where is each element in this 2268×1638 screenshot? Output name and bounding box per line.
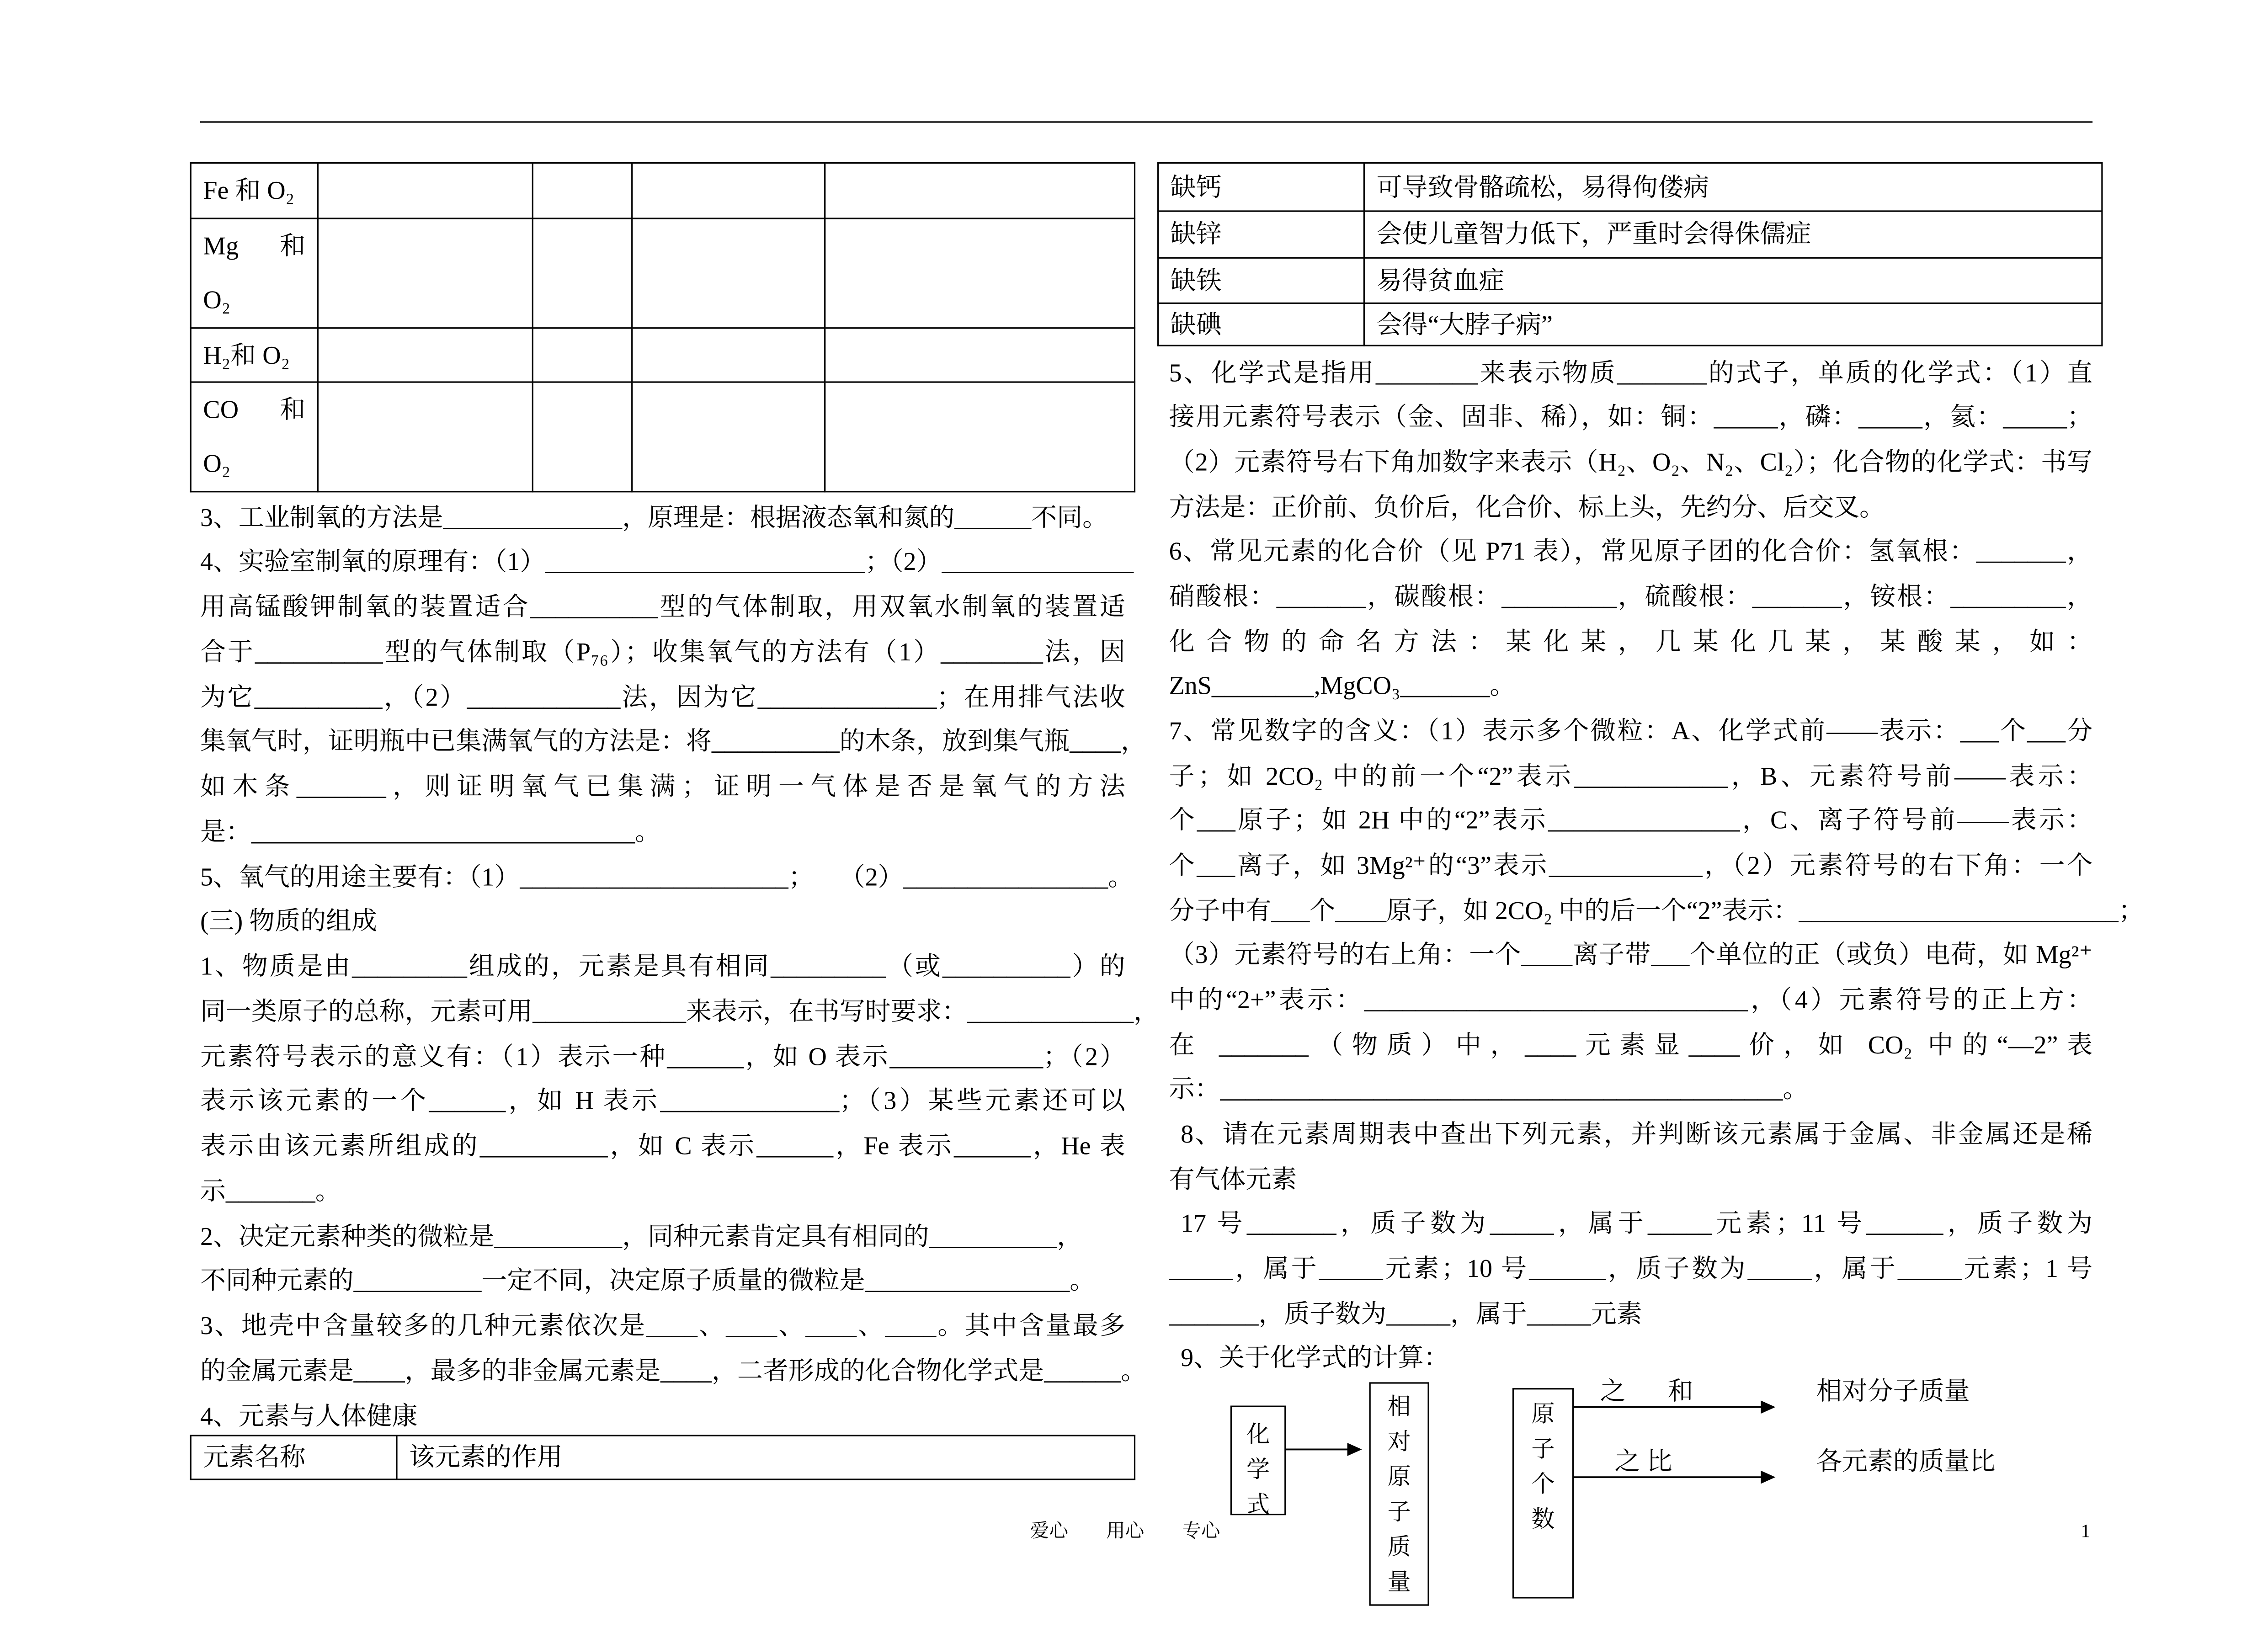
page-number: 1 xyxy=(2081,1519,2091,1542)
worksheet-line: 子；如 2CO₂ 中的前一个“2”表示____________，B、元素符号前——表示： xyxy=(1169,760,2093,790)
worksheet-line: 中的“2+”表示：______________________________，（4）元素符号的正上方： xyxy=(1169,985,2093,1015)
worksheet-line: 为它__________，（2）____________法，因为它______________；在用排气法收 xyxy=(200,681,1125,711)
table-cell: 会使儿童智力低下，严重时会得侏儒症 xyxy=(1364,211,2102,258)
worksheet-line: 合于__________型的气体制取（P₇₆）；收集氧气的方法有（1）________法，因 xyxy=(200,637,1125,666)
row-label: H₂和 O₂ xyxy=(191,328,318,382)
table-cell: 缺碘 xyxy=(1158,303,1364,346)
worksheet-line: 3、工业制氧的方法是______________，原理是：根据液态氧和氮的______不同。 xyxy=(200,502,1108,532)
worksheet-line: 个___原子；如 2H 中的“2”表示_______________，C、离子符号前——表示： xyxy=(1169,805,2093,835)
row-label-line1: CO 和 xyxy=(203,394,306,424)
table-cell: 可导致骨骼疏松，易得佝偻病 xyxy=(1364,163,2102,211)
relative-molecular-mass-result: 相对分子质量 xyxy=(1816,1376,1970,1406)
worksheet-line: 方法是：正价前、负价后，化合价、标上头，先约分、后交叉。 xyxy=(1169,492,1885,521)
row-label-line2: O₂ xyxy=(203,448,231,478)
worksheet-line: 个___离子，如 3Mg²⁺的“3”表示____________，（2）元素符号的右下角：一个 xyxy=(1169,850,2093,880)
worksheet-line: _______，质子数为_____，属于_____元素 xyxy=(1169,1298,1642,1328)
worksheet-line: 接用元素符号表示（金、固非、稀），如：铜：_____，磷：_____，氦：_____； xyxy=(1169,402,2093,432)
worksheet-line: 示：____________________________________________。 xyxy=(1169,1074,1809,1104)
worksheet-line: 3、地壳中含量较多的几种元素依次是____、____、____、____。其中含量最多 xyxy=(200,1311,1125,1340)
worksheet-line: 4、元素与人体健康 xyxy=(200,1400,418,1430)
worksheet-line: 17 号_______，质子数为_____，属于_____元素；11 号______，质子数为 xyxy=(1181,1209,2093,1239)
table-cell: 缺铁 xyxy=(1158,258,1364,303)
worksheet-line: 有气体元素 xyxy=(1169,1164,1297,1194)
column-header: 元素名称 xyxy=(191,1436,397,1479)
worksheet-line: 8、请在元素周期表中查出下列元素，并判断该元素属于金属、非金属还是稀 xyxy=(1181,1119,2093,1149)
worksheet-line: 硝酸根：_______，碳酸根：_________，硫酸根：_______，铵根：_________， xyxy=(1169,581,2093,611)
worksheet-line: 5、化学式是指用________来表示物质_______的式子，单质的化学式：（1）直 xyxy=(1169,357,2093,387)
table-cell: 易得贫血症 xyxy=(1364,258,2102,303)
worksheet-line: 是：______________________________。 xyxy=(200,816,661,846)
worksheet-line: 7、常见数字的含义：（1）表示多个微粒：A、化学式前——表示：___个___分 xyxy=(1169,716,2093,745)
worksheet-line: 4、实验室制氧的原理有：（1）_________________________；（2）_______________ xyxy=(200,547,1134,576)
relative-atomic-mass-label: 相对原子质量 xyxy=(1387,1395,1411,1596)
column-header: 该元素的作用 xyxy=(397,1436,1134,1479)
worksheet-line: 的金属元素是____，最多的非金属元素是____，二者形成的化合物化学式是______。 xyxy=(200,1356,1147,1385)
worksheet-line: 分子中有___个____原子，如 2CO₂ 中的后一个“2”表示：_________________________； xyxy=(1169,895,2144,925)
arrow-ratio-label: 之 比 xyxy=(1614,1447,1672,1476)
element-mass-ratio-result: 各元素的质量比 xyxy=(1816,1447,1996,1476)
worksheet-line: ZnS________,MgCO₃_______。 xyxy=(1169,671,1516,701)
row-label-line2: O₂ xyxy=(203,285,231,314)
worksheet-line: 1、物质是由_________组成的，元素是具有相同_________（或__________）的 xyxy=(200,951,1125,981)
worksheet-line: 6、常见元素的化合价（见 P71 表），常见原子团的化合价：氢氧根：_______， xyxy=(1169,537,2093,566)
worksheet-line: 用高锰酸钾制氧的装置适合__________型的气体制取，用双氧水制氧的装置适 xyxy=(200,592,1125,622)
worksheet-line: 同一类原子的总称，元素可用____________来表示，在书写时要求：_____________， xyxy=(200,996,1160,1026)
worksheet-line: 表示该元素的一个______，如 H 表示______________；（3）某些元素还可以 xyxy=(200,1086,1125,1116)
worksheet-line: 表示由该元素所组成的__________，如 C 表示______，Fe 表示______，He 表 xyxy=(200,1131,1125,1160)
arrow-sum-label: 之 和 xyxy=(1600,1376,1693,1406)
worksheet-line: _____，属于_____元素；10 号______，质子数为_____，属于_____元素；1 号 xyxy=(1169,1254,2093,1283)
arrowhead-icon xyxy=(1761,1471,1775,1484)
section-heading: (三) 物质的组成 xyxy=(200,906,377,936)
worksheet-line: 元素符号表示的意义有：（1）表示一种______，如 O 表示____________；（2） xyxy=(200,1041,1125,1071)
worksheet-line: （3）元素符号的右上角：一个____离子带___个单位的正（或负）电荷，如 Mg²⁺ xyxy=(1169,940,2093,969)
table-cell: 缺钙 xyxy=(1158,163,1364,211)
worksheet-line: 2、决定元素种类的微粒是__________，同种元素肯定具有相同的__________， xyxy=(200,1221,1083,1250)
arrowhead-icon xyxy=(1347,1443,1362,1456)
worksheet-line: 不同种元素的__________一定不同，决定原子质量的微粒是________________。 xyxy=(200,1266,1096,1295)
worksheet-line: 在 _______（物质）中，____元素显____价，如 CO₂ 中的“—2”表 xyxy=(1169,1030,2093,1059)
formula-box-label: 化学式 xyxy=(1246,1423,1270,1518)
row-label: Fe 和 O₂ xyxy=(191,163,318,218)
worksheet-line: 如木条_______，则证明氧气已集满；证明一气体是否是氧气的方法 xyxy=(200,771,1125,801)
worksheet-line: 化合物的命名方法：某化某，几某化几某，某酸某，如： xyxy=(1169,626,2093,656)
worksheet-line: 9、关于化学式的计算： xyxy=(1181,1343,1449,1373)
worksheet-line: 5、氧气的用途主要有：（1）_____________________； （2）________________。 xyxy=(200,861,1134,891)
worksheet-line: 集氧气时，证明瓶中已集满氧气的方法是：将__________的木条，放到集气瓶____， xyxy=(200,727,1147,756)
row-label-line1: Mg 和 xyxy=(203,231,306,261)
arrowhead-icon xyxy=(1761,1400,1775,1414)
worksheet-line: （2）元素符号右下角加数字来表示（H₂、O₂、N₂、Cl₂）；化合物的化学式：书写 xyxy=(1169,447,2093,477)
atom-count-label: 原子个数 xyxy=(1531,1403,1555,1533)
footer-motto: 爱心 用心 专心 xyxy=(1030,1519,1220,1542)
table-cell: 缺锌 xyxy=(1158,211,1364,258)
table-cell: 会得“大脖子病” xyxy=(1364,303,2102,346)
worksheet-line: 示_______。 xyxy=(200,1176,341,1206)
